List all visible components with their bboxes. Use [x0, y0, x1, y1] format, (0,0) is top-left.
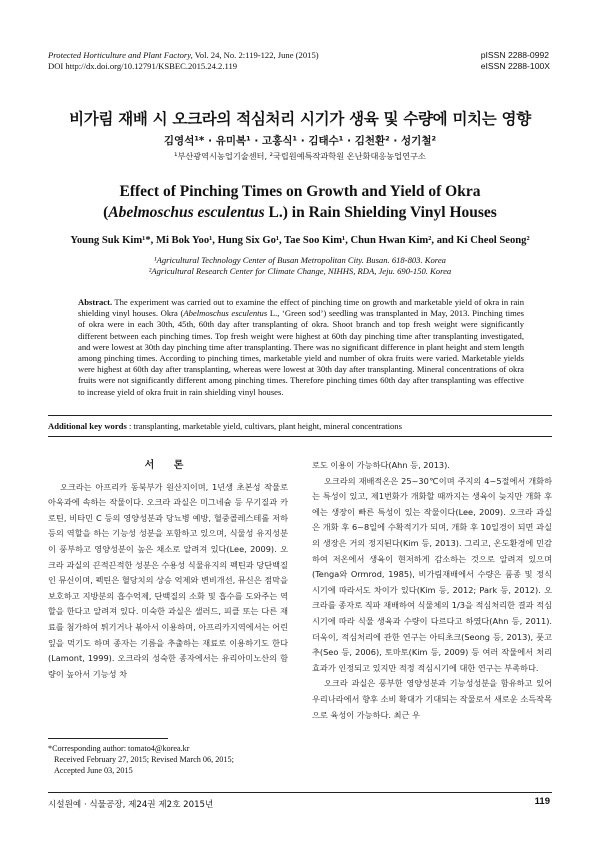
issn-block	[481, 50, 550, 72]
body-paragraph: 오크라의 재배적온은 25~30℃이며 주지의 4~5절에서 개화하는 특성이 있고, 제1번화가 개화할 때까지는 생육이 늦지만 개화 후에는 생장이 빠른 특성이 있는 작물이다(Lee, 2009). 오크라 과실은 개화 후 6~8일에 수확적기가 되며, 개화 후 10일경이 되면 과실의 생장은 거의 정지된다(Kim 등, 2013). 그리고, 온도환경에 민감하여 저온에서 생육이 현저하게 감소하는 것으로 알려져 있으며(Tenga와 Ormrod, 1985), 비가림재배에서 수량은 품종 및 정식시기에 따라서도 차이가 있다(Kim 등, 2012; Park 등, 2012). 오크라를 종자로 직파 재배하여 식물체의 1/3을 적심처리한 결과 적심시기에 따라 식물 생육과 수량이 다르다고 하였다(Ahn 등, 2011). 더욱이, 적심처리에 관한 연구는 아티초크(Seong 등, 2013), 풋고추(Seo 등, 2006), 토마토(Kim 등, 2009) 등 여러 작물에서 처리효과가 인정되고 있지만 적정 적심시기에 대한 연구는 부족하다.	[312, 475, 552, 673]
keywords-text: : transplanting, marketable yield, cultivars, plant height, mineral concentrations	[126, 421, 402, 431]
english-title-line2	[0, 202, 600, 223]
abstract-text-1: The experiment was carried out to examine the effect of pinching time on growth and marketable yield of okra in rain shielding vinyl houses. Okra (	[78, 297, 524, 319]
page-number: 119	[534, 796, 550, 807]
journal-name: Protected Horticulture and Plant Factory,	[48, 50, 193, 60]
corresponding-author: *Corresponding author: tomato4@korea.kr	[48, 744, 190, 753]
body-paragraph: 오크라 과실은 풍부한 영양성분과 기능성성분을 함유하고 있어 우리나라에서 향후 소비 확대가 기대되는 작물로서 새로운 소득작목으로 육성이 가능하다. 최근 우	[312, 678, 552, 720]
footer-journal: 시설원예 · 식물공장, 제24권 제2호 2015년	[48, 800, 214, 810]
english-title-line1: Effect of Pinching Times on Growth and Yield of Okra	[119, 183, 481, 200]
section-heading-introduction: 서 론	[144, 460, 192, 471]
keywords-bottom-rule	[48, 436, 552, 437]
pissn: pISSN 2288-0992	[480, 50, 550, 60]
english-affiliations	[0, 255, 600, 277]
korean-title: 비가림 재배 시 오크라의 적심처리 시기가 생육 및 수량에 미치는 영향	[69, 110, 531, 128]
abstract	[78, 297, 524, 398]
english-authors: Young Suk Kim¹*, Mi Bok Yoo¹, Hung Six Go¹, Tae Soo Kim¹, Chun Hwan Kim², and Ki Cheol Seong²	[70, 235, 530, 246]
keywords-label: Additional key words	[48, 421, 127, 431]
footnote-rule	[48, 738, 168, 739]
body-column-right	[312, 458, 552, 723]
title-paren: (	[103, 204, 109, 221]
doi-link[interactable]: DOI http://dx.doi.org/10.12791/KSBEC.2015.24.2.119	[48, 61, 238, 71]
footer-rule	[48, 792, 552, 793]
eissn: eISSN 2288-100X	[480, 61, 550, 71]
footnote	[48, 743, 298, 776]
affiliation-2: ²Agricultural Research Center for Climate Change, NIHHS, RDA, Jeju. 690-150. Korea	[148, 266, 452, 276]
body-column-left	[48, 458, 288, 682]
abstract-text-2: L., ‘Green sod’) seedling was transplanted in May, 2013. Pinching times of okra were in each 30th, 45th, 60th day after transplanting of okra. Shoot branch and top fresh weight were significantly different between each pinching times. Top fresh weight were highest at 60th day pinching time after transplanting investigated, and were lowest at 30th day pinching time after transplanting. There was no significant difference in plant height and stem length among pinching times. According to pinching times, marketable yield and number of okra fruits were varied. Marketable yields were highest at 60th day after transplanting, whereas were lowest at 30th day after transplanting. Mineral concentrations of okra fruits were not significantly different among pinching times. Therefore pinching times 60th day after transplanting was effective to increase yield of okra fruit in rain shielding vinyl houses.	[78, 308, 525, 397]
abstract-species: Abelmoschus esculentus	[183, 308, 268, 319]
korean-affiliation: ¹부산광역시농업기술센터, ²국립원예특작과학원 온난화대응농업연구소	[174, 151, 426, 161]
korean-authors: 김영석¹* · 유미복¹ · 고홍식¹ · 김태수¹ · 김천환² · 성기철²	[163, 135, 437, 147]
keywords-top-rule	[48, 415, 552, 416]
title-rest: L.) in Rain Shielding Vinyl Houses	[264, 204, 497, 221]
body-paragraph: 오크라는 아프리카 동북부가 원산지이며, 1년생 초본성 작물로 아욱과에 속하는 작물이다. 오크라 과실은 미그네슘 등 무기질과 카로틴, 비타민 C 등의 영양성분과 당뇨병 예방, 혈중콜레스테롤 저하 등의 역할을 하는 기능성 성분을 포함하고 있으며, 식물성 유지성분이 풍부하고 영양성분이 높은 채소로 알려져 있다(Lee, 2009). 오크라 과실의 끈적끈적한 성분은 수용성 식물유지의 펙틴과 당단백질인 뮤신이며, 펙틴은 혈당치의 상승 억제와 변비개선, 뮤신은 점막을 보호하고 지방분의 흡수억제, 단백질의 소화 및 흡수를 도와주는 역할을 한다고 알려져 있다. 미숙한 과실은 샐러드, 피클 또는 다른 재료를 첨가하여 튀기거나 볶아서 이용하며, 아프리카지역에서는 어린 잎을 먹기도 하며 종자는 기름을 추출하는 재료로 이용하기도 한다(Lamont, 1999). 오크라의 성숙한 종자에서는 유리아미노산의 함량이 높아서 기능성 차	[48, 481, 288, 679]
received-dates: Received February 27, 2015; Revised March 06, 2015;	[54, 755, 234, 764]
keywords	[48, 421, 402, 431]
body-paragraph: 로도 이용이 가능하다(Ahn 등, 2013).	[312, 460, 450, 470]
volume-info: Vol. 24, No. 2:119-122, June (2015)	[192, 50, 319, 60]
affiliation-1: ¹Agricultural Technology Center of Busan Metropolitan City. Busan. 618-803. Korea	[154, 255, 446, 265]
journal-citation	[48, 50, 319, 72]
accepted-date: Accepted June 03, 2015	[54, 766, 133, 775]
species-name: Abelmoschus esculentus	[108, 204, 265, 221]
english-title	[0, 181, 600, 223]
abstract-label: Abstract.	[78, 297, 113, 307]
